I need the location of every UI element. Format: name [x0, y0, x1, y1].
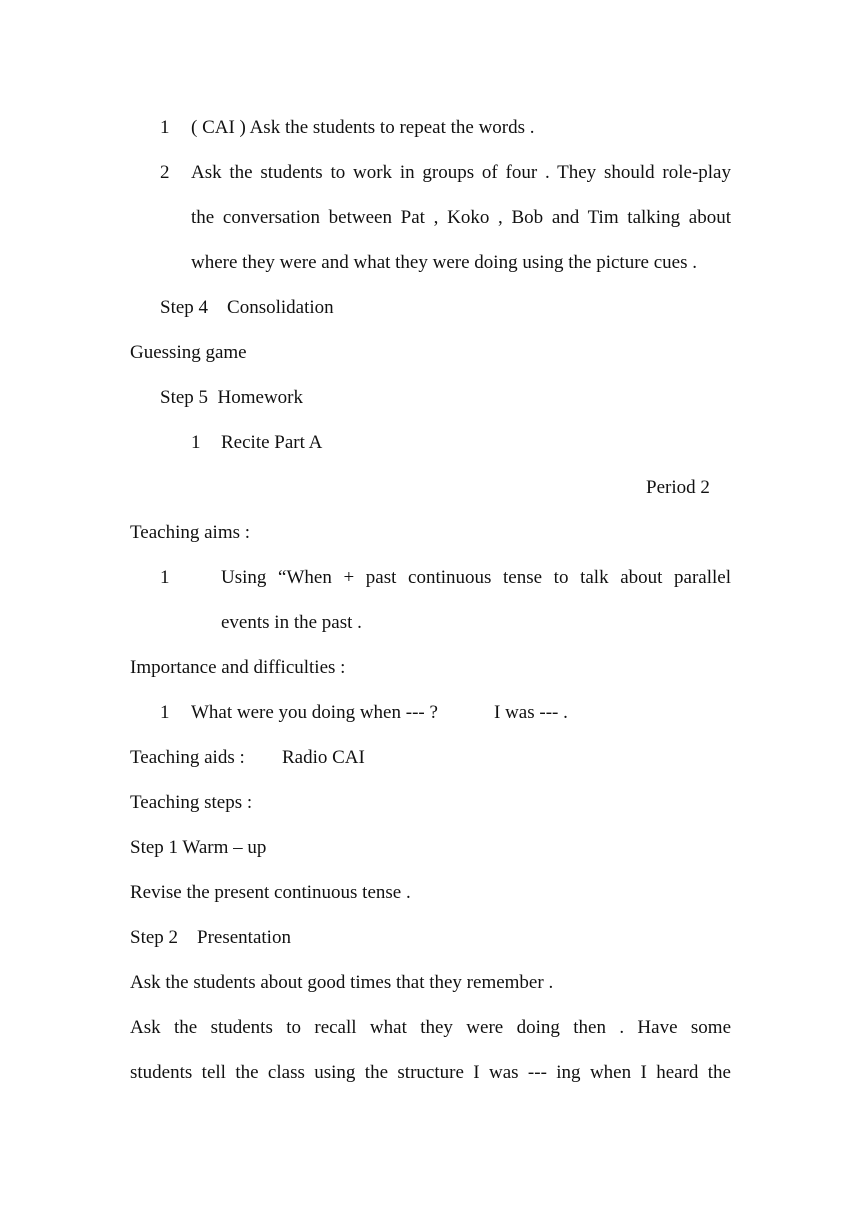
- aims-line-2: events in the past .: [221, 612, 362, 633]
- ask-good-times: Ask the students about good times that they remember .: [130, 972, 554, 993]
- teaching-aids-label: Teaching aids :: [130, 747, 245, 768]
- ask-recall-line-1: Ask the students to recall what they were doing then . Have some: [130, 1017, 731, 1038]
- item-2-line-1: Ask the students to work in groups of four . They should role-play: [191, 162, 731, 183]
- recite-number: 1: [191, 432, 201, 453]
- recite-text: Recite Part A: [221, 432, 323, 453]
- revise-text: Revise the present continuous tense .: [130, 882, 411, 903]
- aims-line-1: Using “When + past continuous tense to talk about parallel: [221, 567, 731, 588]
- step-4-heading: Step 4 Consolidation: [160, 297, 334, 318]
- aims-number: 1: [160, 567, 170, 588]
- step-5-heading: Step 5 Homework: [160, 387, 304, 408]
- item-1-text: ( CAI ) Ask the students to repeat the words .: [191, 117, 535, 138]
- teaching-aims-heading: Teaching aims :: [130, 522, 251, 543]
- item-2-line-3: where they were and what they were doing using the picture cues .: [191, 252, 697, 273]
- step-2-heading: Step 2 Presentation: [130, 927, 291, 948]
- guessing-game: Guessing game: [130, 342, 247, 363]
- item-2-line-2: the conversation between Pat , Koko , Bob and Tim talking about: [191, 207, 731, 228]
- importance-number: 1: [160, 702, 170, 723]
- teaching-steps-heading: Teaching steps :: [130, 792, 253, 813]
- item-2-number: 2: [160, 162, 170, 183]
- ask-recall-line-2: students tell the class using the structure I was --- ing when I heard the: [130, 1062, 731, 1083]
- importance-answer: I was --- .: [494, 702, 568, 723]
- teaching-aids-value: Radio CAI: [282, 747, 365, 768]
- importance-heading: Importance and difficulties :: [130, 657, 346, 678]
- importance-question: What were you doing when --- ?: [191, 702, 438, 723]
- step-1-heading: Step 1 Warm – up: [130, 837, 267, 858]
- period-label: Period 2: [646, 477, 710, 498]
- item-1-number: 1: [160, 117, 170, 138]
